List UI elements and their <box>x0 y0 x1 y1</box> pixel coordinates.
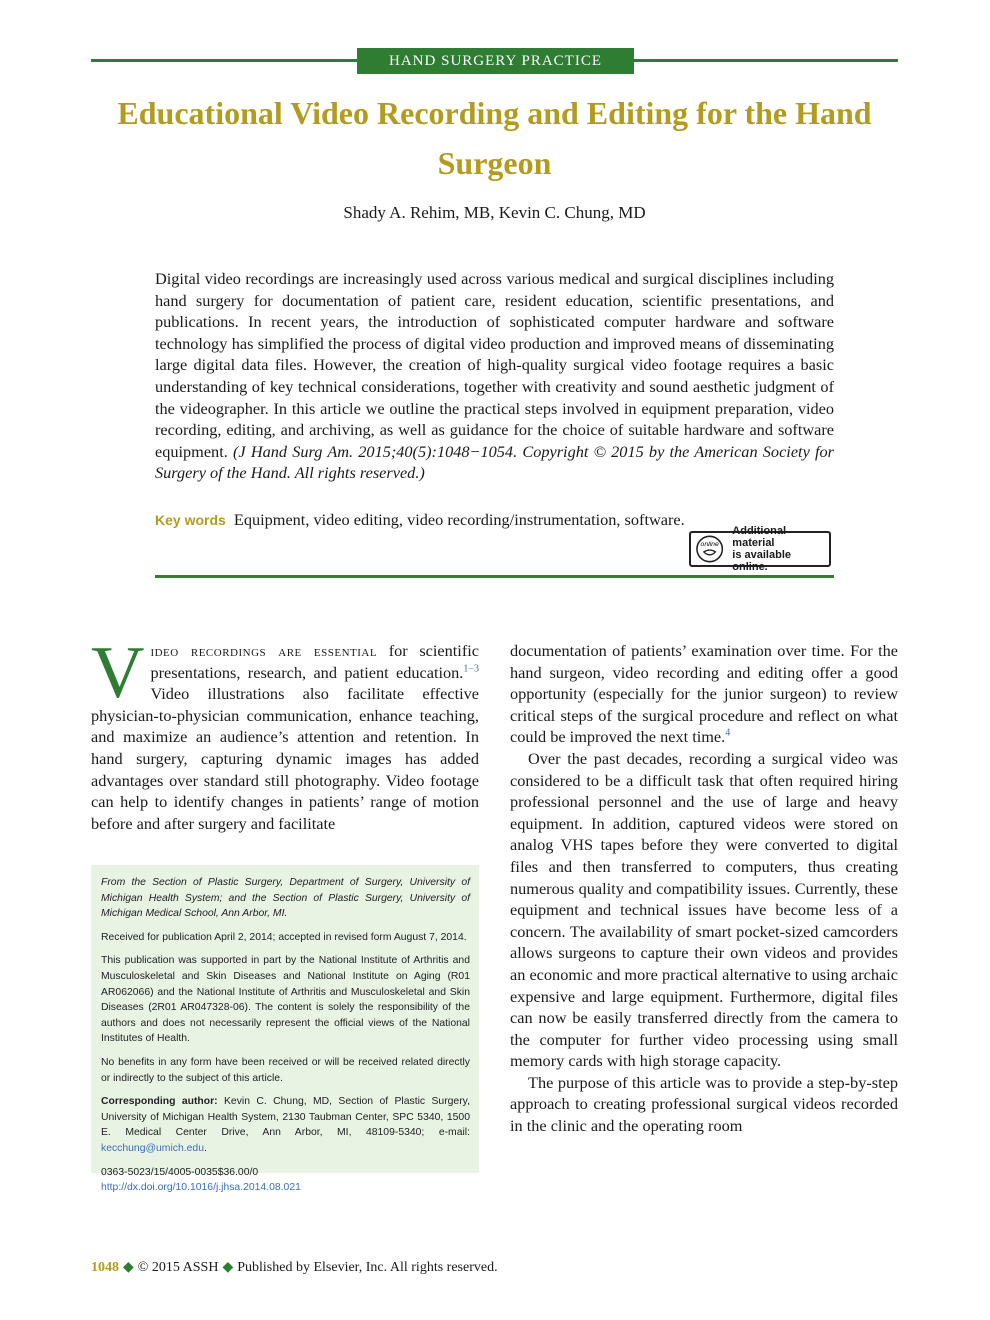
issn: 0363-5023/15/4005-0035$36.00/0 <box>101 1166 259 1178</box>
history-paragraph: Over the past decades, recording a surgical video was considered to be a difficult task that often required hiring professional personnel and the use of large and heavy equipment. In addition, captured videos were stored on analog VHS tapes before they were converted to digital files and then transferred to computers, thus creating numerous quality and compatibility issues. Currently, these equipment and technical issues have become less of a concern. The availability of smart pocket-sized camcorders allows surgeons to capture their own videos and provides an economic and more practical alternative to using archaic expensive and large equipment. Furthermore, digital files can now be easily transferred directly from the camera to the computer for further video processing using small memory cards with high storage capacity. <box>510 748 898 1071</box>
intro-text-a: for scientific presentations, research, and patient education. <box>150 641 479 682</box>
received-note: Received for publication April 2, 2014; accepted in revised form August 7, 2014. <box>101 931 467 943</box>
corresponding-label: Corresponding author: <box>101 1096 218 1108</box>
continued-paragraph <box>510 640 898 748</box>
corresponding-text: Kevin C. Chung, MD, Section of Plastic Surgery, University of Michigan Health System, 2130 Taubman Center, SPC 5340, 1500 E. Medical Center Drive, Ann Arbor, MI, 48109-5340; e-mail: <box>101 1096 470 1139</box>
footer-publisher: Published by Elsevier, Inc. All rights reserved. <box>237 1260 498 1275</box>
online-material-badge[interactable] <box>689 525 831 573</box>
corresponding-end: . <box>203 1142 207 1154</box>
lead-smallcaps: ideo recordings are essential <box>150 641 378 660</box>
doi-link[interactable]: http://dx.doi.org/10.1016/j.jhsa.2014.08.021 <box>101 1182 301 1194</box>
footer-separator-2: ◆ <box>222 1260 234 1275</box>
corresponding-note <box>101 1094 470 1156</box>
abstract <box>155 268 834 484</box>
footer-copyright: © 2015 ASSH <box>137 1260 219 1275</box>
footer-separator-1: ◆ <box>123 1260 134 1275</box>
page-footer <box>91 1259 498 1276</box>
affiliation-note: From the Section of Plastic Surgery, Department of Surgery, University of Michigan Health System; and the Section of Plastic Surgery, University of Michigan Medical School, Ann Arbor, MI. <box>101 877 470 920</box>
intro-paragraph <box>91 632 479 834</box>
online-badge-line2: is available online. <box>732 549 792 573</box>
drop-cap: V <box>91 632 145 714</box>
support-note: This publication was supported in part by the National Institute of Arthritis and Musculoskeletal and Skin Diseases and National Institute on Aging (R01 AR062066) and the National Institute of Arthritis and Musculoskeletal and Skin Diseases (2R01 AR047328-06). The content is solely the responsibility of the authors and does not necessarily represent the official views of the National Institutes of Health. <box>101 955 470 1045</box>
abstract-divider <box>155 575 834 578</box>
body-column-right <box>510 640 898 1137</box>
online-icon-text: online <box>700 541 719 549</box>
issn-doi-note <box>101 1165 470 1196</box>
article-title: Educational Video Recording and Editing for the Hand Surgeon <box>117 95 872 181</box>
reference-link-4[interactable]: 4 <box>725 727 731 739</box>
keywords-text: Equipment, video editing, video recording/instrumentation, software. <box>233 510 685 529</box>
abstract-citation: (J Hand Surg Am. 2015;40(5):1048−1054. Copyright © 2015 by the American Society for Surgery of the Hand. All rights reserved.) <box>155 441 835 483</box>
benefits-note: No benefits in any form have been received or will be received related directly or indirectly to the subject of this article. <box>101 1056 470 1084</box>
online-badge-line1: Additional material <box>732 525 787 549</box>
article-authors: Shady A. Rehim, MB, Kevin C. Chung, MD <box>343 203 646 222</box>
footnote-box <box>91 865 479 1194</box>
intro-text-b: Video illustrations also facilitate effective physician-to-physician communication, enhance teaching, and maximize an audience’s attention and retention. In hand surgery, capturing dynamic images has added advantages over standard still photography. Video footage can help to identify changes in patients’ range of motion before and after surgery and facilitate <box>91 684 479 833</box>
page-number: 1048 <box>91 1260 119 1275</box>
section-label: HAND SURGERY PRACTICE <box>357 48 634 74</box>
reference-link-1-3[interactable]: 1−3 <box>463 663 479 675</box>
abstract-text: Digital video recordings are increasingly used across various medical and surgical disciplines including hand surgery for documentation of patient care, resident education, scientific presentations, and publications. In recent years, the introduction of sophisticated computer hardware and software technology has simplified the process of digital video production and improved means of disseminating large digital data files. However, the creation of high-quality surgical video footage requires a basic understanding of key technical considerations, together with creativity and sound aesthetic judgment of the videographer. In this article we outline the practical steps involved in equipment preparation, video recording, editing, and archiving, as well as guidance for the choice of suitable hardware and software equipment. <box>155 269 834 461</box>
continued-text: documentation of patients’ examination over time. For the hand surgeon, video recording and editing offer a good opportunity (especially for the junior surgeon) to review critical steps of the surgical procedure and reflect on what could be improved the next time. <box>510 641 898 747</box>
online-badge-text <box>732 525 829 573</box>
email-link[interactable]: kecchung@umich.edu <box>101 1142 204 1154</box>
purpose-paragraph: The purpose of this article was to provide a step-by-step approach to creating professional surgical videos recorded in the clinic and the operating room <box>510 1072 898 1136</box>
keywords-label: Key words <box>155 512 226 528</box>
body-column-left <box>91 632 479 834</box>
online-mouse-icon <box>695 534 724 564</box>
